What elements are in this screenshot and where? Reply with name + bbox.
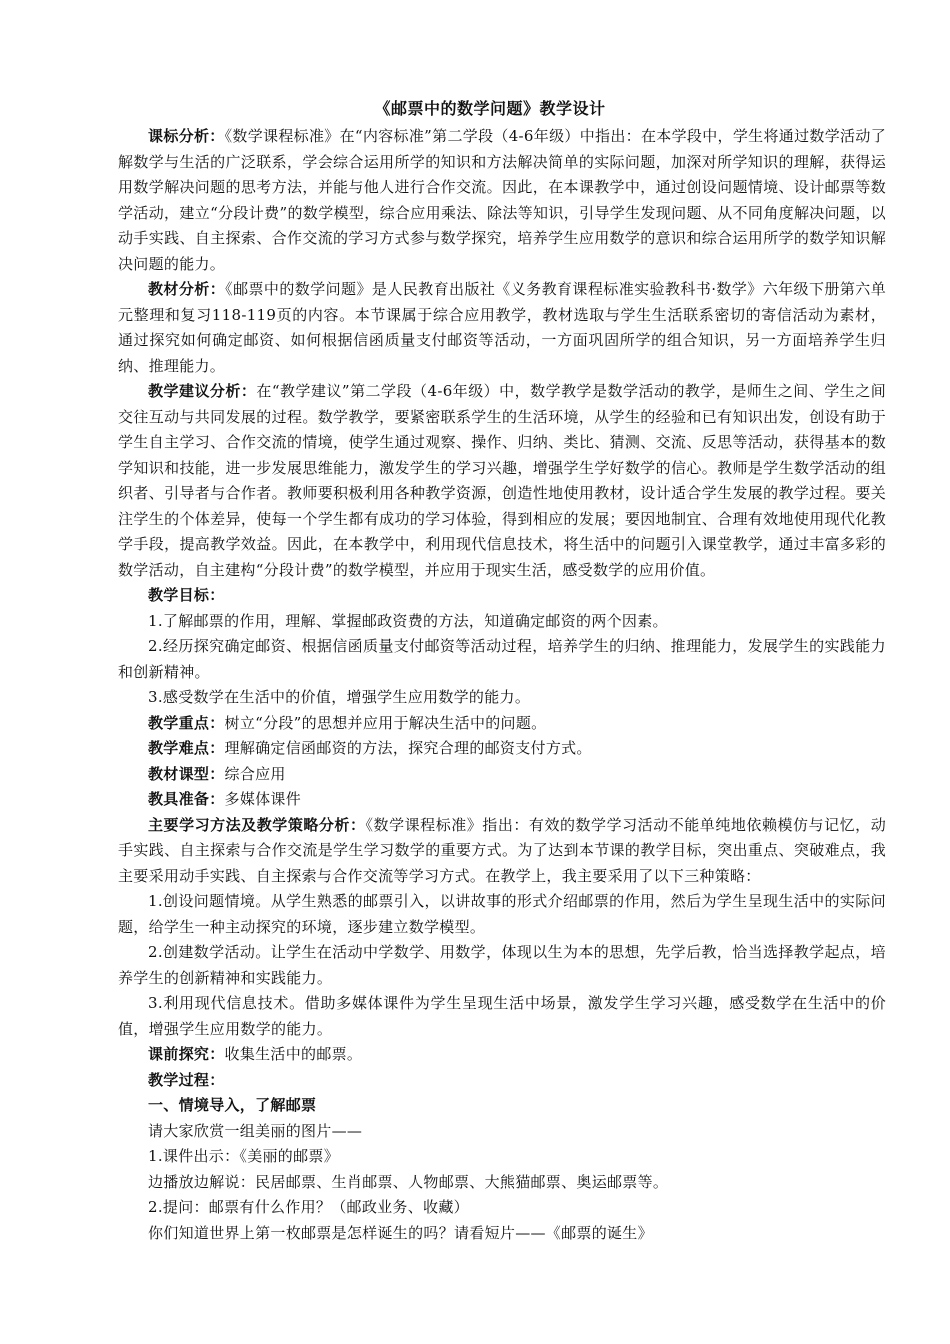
process-line: 请大家欣赏一组美丽的图片——: [148, 1121, 363, 1140]
section-label: 教学目标：: [148, 586, 225, 604]
teaching-goals-heading: [118, 583, 886, 609]
section-text: 《邮票中的数学问题》是人民教育出版社《义务教育课程标准实验教科书·数学》六年级下册第六单元整理和复习118-119页的内容。本节课属于综合应用教学，教材选取与学生生活联系密切的寄信活动为素材，通过探究如何确定邮资、如何根据信函质量支付邮资等活动，一方面巩固所学的组合知识，另一方面培养学生归纳、推理能力。: [118, 280, 886, 375]
section-text: 综合应用: [224, 764, 286, 783]
goal-item: 2.经历探究确定邮资、根据信函质量支付邮资等活动过程，培养学生的归纳、推理能力，发展学生的实践能力和创新精神。: [118, 637, 886, 681]
section-label: 主要学习方法及教学策略分析：: [148, 815, 366, 834]
section-label: 教材课型：: [148, 764, 225, 783]
section-label: 教材分析：: [148, 280, 226, 298]
process-line: 边播放边解说：民居邮票、生肖邮票、人物邮票、大熊猫邮票、奥运邮票等。: [148, 1172, 669, 1191]
section-label: 教具准备：: [148, 790, 225, 808]
strategy-item: 1.创设问题情境。从学生熟悉的邮票引入，以讲故事的形式介绍邮票的作用，然后为学生呈现生活中的实际问题，给学生一种主动探究的环境，逐步建立数学模型。: [118, 892, 886, 936]
teaching-process-heading: [118, 1068, 886, 1094]
section-label: 课标分析：: [148, 127, 225, 145]
step-one-heading: 一、情境导入，了解邮票: [148, 1096, 317, 1114]
section-text: 《数学课程标准》指出：有效的数学学习活动不能单纯地依赖模仿与记忆，动手实践、自主探索与合作交流是学生学习数学的重要方式。为了达到本节课的教学目标，突出重点、突破难点，我主要采用动手实践、自主探索与合作交流等学习方式。在教学上，我主要采用了以下三种策略：: [118, 815, 886, 885]
section-text: 《数学课程标准》在“内容标准”第二学段（4-6年级）中指出：在本学段中，学生将通过数学活动了解数学与生活的广泛联系，学会综合运用所学的知识和方法解决简单的实际问题，加深对所学知识的理解，获得运用数学解决问题的思考方法，并能与他人进行合作交流。因此，在本课教学中，通过创设问题情境、设计邮票等数学活动，建立“分段计费”的数学模型，综合应用乘法、除法等知识，引导学生发现问题、从不同角度解决问题，以动手实践、自主探索、合作交流的学习方式参与数学探究，培养学生应用数学的意识和综合运用所学的数学知识解决问题的能力。: [118, 127, 886, 273]
pre-class-exploration: [118, 1042, 886, 1068]
section-text: 树立“分段”的思想并应用于解决生活中的问题。: [224, 713, 547, 732]
strategy-analysis: [118, 813, 886, 890]
section-label: 教学重点：: [148, 713, 225, 732]
teaching-suggestion-analysis: [118, 379, 886, 583]
teaching-aids: [118, 787, 886, 813]
lesson-type: [118, 762, 886, 788]
key-point: [118, 711, 886, 737]
process-line: 2.提问：邮票有什么作用？（邮政业务、收藏）: [148, 1198, 469, 1216]
section-label: 课前探究：: [148, 1045, 225, 1063]
process-line: 1.课件出示：《美丽的邮票》: [148, 1147, 340, 1165]
curriculum-analysis: [118, 124, 886, 277]
goal-item: 1.了解邮票的作用，理解、掌握邮政资费的方法，知道确定邮资的两个因素。: [148, 611, 668, 630]
strategy-item: 2.创建数学活动。让学生在活动中学数学、用数学，体现以生为本的思想，先学后教，恰当选择教学起点，培养学生的创新精神和实践能力。: [118, 943, 886, 987]
section-label: 教学过程：: [148, 1070, 225, 1089]
document-title: 《邮票中的数学问题》教学设计: [374, 99, 606, 118]
strategy-item: 3.利用现代信息技术。借助多媒体课件为学生呈现生活中场景，激发学生学习兴趣，感受数学在生活中的价值，增强学生应用数学的能力。: [118, 994, 886, 1038]
goal-item: 3.感受数学在生活中的价值，增强学生应用数学的能力。: [148, 688, 531, 706]
section-label: 教学难点：: [148, 739, 225, 757]
process-line: 你们知道世界上第一枚邮票是怎样诞生的吗？请看短片——《邮票的诞生》: [148, 1223, 653, 1242]
difficult-point: [118, 736, 886, 762]
section-text: 多媒体课件: [224, 790, 302, 808]
section-text: 收集生活中的邮票。: [224, 1045, 363, 1063]
section-text: 在“教学建议”第二学段（4-6年级）中，数学教学是数学活动的教学，是师生之间、学生之间交往互动与共同发展的过程。数学教学，要紧密联系学生的生活环境，从学生的经验和已有知识出发，创设有助于学生自主学习、合作交流的情境，使学生通过观察、操作、归纳、类比、猜测、交流、反思等活动，获得基本的数学知识和技能，进一步发展思维能力，激发学生的学习兴趣，增强学生学好数学的信心。教师是学生数学活动的组织者、引导者与合作者。教师要积极利用各种教学资源，创造性地使用教材，设计适合学生发展的教学过程。要关注学生的个体差异，使每一个学生都有成功的学习体验，得到相应的发展；要因地制宜、合理有效地使用现代化教学手段，提高教学效益。因此，在本教学中，利用现代信息技术，将生活中的问题引入课堂教学，通过丰富多彩的数学活动，自主建构“分段计费”的数学模型，并应用于现实生活，感受数学的应用价值。: [118, 382, 886, 579]
textbook-analysis: [118, 277, 886, 379]
section-label: 教学建议分析：: [148, 382, 257, 400]
section-text: 理解确定信函邮资的方法，探究合理的邮资支付方式。: [224, 739, 592, 757]
